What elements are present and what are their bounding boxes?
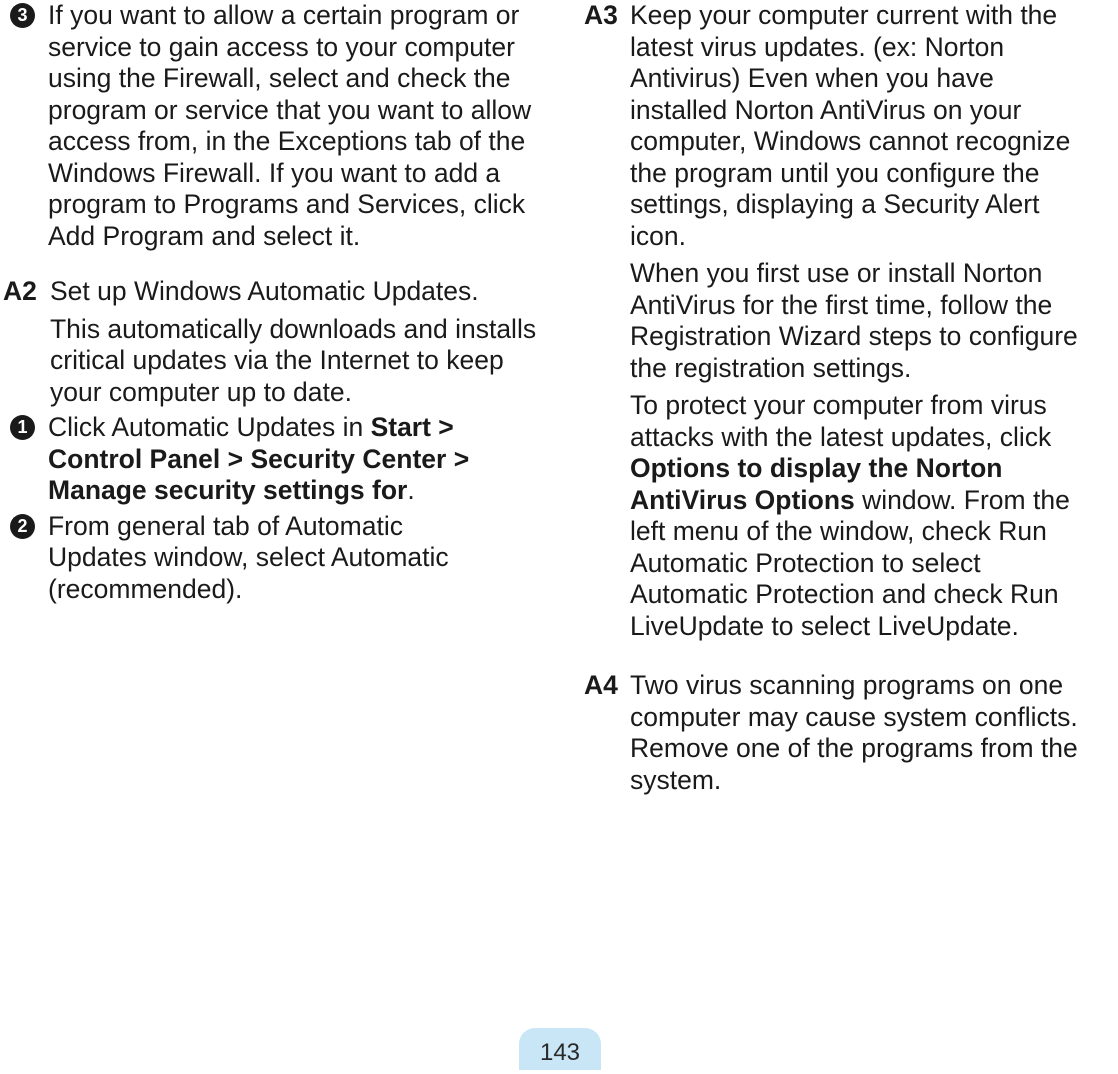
answer-a2-description: This automatically downloads and installs critical updates via the Internet to keep your computer up to date. (50, 313, 537, 407)
answer-a4 (580, 670, 1118, 796)
answer-a3-para-3-before: To protect your computer from virus attacks with the latest updates, click (630, 390, 1052, 452)
answer-a3-label: A3 (584, 0, 618, 30)
answer-a3-options-label: Options to display the Norton AntiVirus Options (630, 453, 1003, 515)
answer-a3-para-1: Keep your computer current with the latest virus updates. (ex: Norton Antivirus) Even when you have installed Norton AntiVirus on your computer, Windows cannot recognize the program until you configure the settings, displaying a Security Alert icon. (630, 0, 1071, 251)
answer-a2-heading: Set up Windows Automatic Updates. (50, 276, 479, 306)
answer-a4-label: A4 (584, 670, 618, 700)
a2-step-1-path: Start > Control Panel > Security Center > Manage security settings for (48, 412, 470, 505)
a2-step-1-text (48, 412, 528, 507)
page-number: 143 (519, 1028, 601, 1070)
answer-a4-text: Two virus scanning programs on one computer may cause system conflicts. Remove one of the programs from the system. (630, 670, 1078, 795)
step-number-2-icon: 2 (10, 514, 35, 539)
answer-a3-para-2: When you first use or install Norton AntiVirus for the first time, follow the Registration Wizard steps to configure the registration settings. (630, 258, 1078, 383)
step-number-3-icon: 3 (10, 3, 35, 28)
answer-a2 (0, 276, 548, 408)
step-3-firewall-exceptions (0, 0, 548, 252)
answer-a3-para-3 (630, 390, 1096, 642)
a2-step-1 (0, 412, 548, 507)
step-number-1-icon: 1 (10, 415, 35, 440)
answer-a3 (580, 0, 1118, 642)
a2-step-1-text-after: . (407, 475, 415, 505)
a2-step-1-text-before: Click Automatic Updates in (48, 412, 371, 442)
a2-step-2-text: From general tab of Automatic Updates window, select Automatic (recommended). (48, 510, 449, 604)
step-3-text: If you want to allow a certain program or service to gain access to your computer using the Firewall, select and check the program or service that you want to allow access from, in the Exceptions tab of the Windows Firewall. If you want to add a program to Programs and Services, click Add Program and select it. (48, 0, 532, 251)
left-column (0, 0, 548, 605)
a2-step-2 (0, 511, 548, 606)
answer-a3-para-3-after: window. From the left menu of the window, check Run Automatic Protection to select Automatic Protection and check Run LiveUpdate to select LiveUpdate. (630, 484, 1070, 641)
answer-a2-label: A2 (3, 276, 37, 306)
right-column (580, 0, 1118, 796)
